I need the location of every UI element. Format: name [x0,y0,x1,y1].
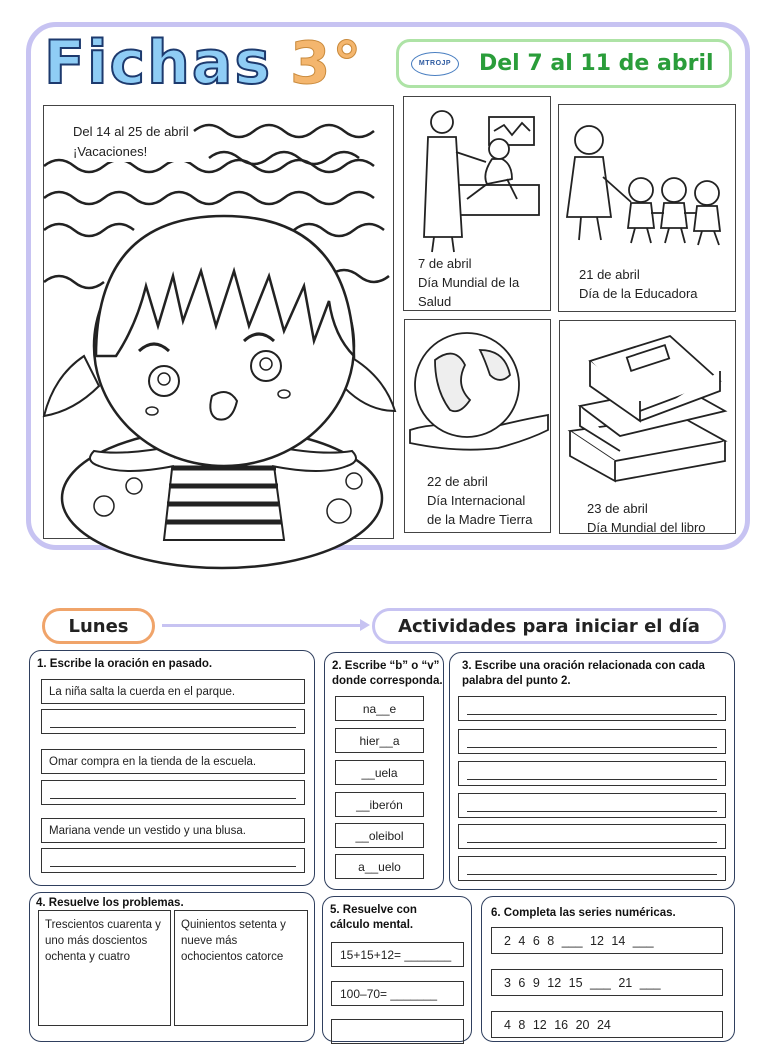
event-earth-line1: Día Internacional [427,493,526,508]
event-health-date: 7 de abril [418,256,472,271]
q1-answer-2[interactable] [41,780,305,805]
week-range: Del 7 al 11 de abril [479,51,714,76]
event-earth-date: 22 de abril [427,474,488,489]
day-label: Lunes [42,608,155,644]
q3-answer-line[interactable] [458,696,726,721]
logo-text: MTROJP [418,60,452,67]
q5-item-2[interactable]: 100–70= _______ [331,981,464,1006]
event-book-panel [559,320,736,534]
brand-title [44,28,364,98]
event-book-line1: Día Mundial del libro [587,520,706,535]
event-teacher-panel [558,104,736,312]
vacation-label: ¡Vacaciones! [73,144,148,159]
q1-title: 1. Escribe la oración en pasado. [37,658,213,670]
event-earth-line2: de la Madre Tierra [427,512,533,527]
q2-title [332,659,443,689]
brand-logo [411,52,459,76]
activities-title: Actividades para iniciar el día [372,608,726,644]
q6-box [481,896,735,1042]
q1-sentence-1-text: La niña salta la cuerda en el parque. [49,686,236,698]
q1-sentence-2 [41,749,305,774]
q6-series-1[interactable]: 2 4 6 8 ___ 12 14 ___ [491,927,723,954]
q6-series-2[interactable]: 3 6 9 12 15 ___ 21 ___ [491,969,723,996]
q6-series-3[interactable]: 4 8 12 16 20 24 [491,1011,723,1038]
q3-answer-line[interactable] [458,761,726,786]
event-health-panel [403,96,551,311]
vacation-panel [43,105,394,539]
q4-box [29,892,315,1042]
event-health-line1: Día Mundial de la [418,275,520,290]
q1-answer-3[interactable] [41,848,305,873]
q1-sentence-2-text: Omar compra en la tienda de la escuela. [49,756,257,768]
q1-answer-1[interactable] [41,709,305,734]
q1-sentence-3 [41,818,305,843]
arrow-connector [162,624,362,627]
q2-word[interactable]: a__uelo [335,854,424,879]
doctor-illustration [404,97,552,257]
q1-sentence-1 [41,679,305,704]
books-illustration [560,321,737,491]
q3-title-line2: palabra del punto 2. [462,675,571,687]
vacation-note [70,122,192,162]
q2-word[interactable]: hier__a [335,728,424,753]
q2-title-line2: donde corresponda. [332,675,443,687]
earth-hand-illustration [405,320,552,460]
grade-text: 3° [290,29,364,97]
q2-word[interactable]: __uela [335,760,424,785]
q5-title-line2: cálculo mental. [330,919,414,931]
q6-title: 6. Completa las series numéricas. [491,907,676,919]
girl-swimming-illustration [44,106,395,540]
q3-title [462,659,705,689]
event-health-line2: Salud [418,294,452,309]
q3-answer-line[interactable] [458,824,726,849]
q2-word[interactable]: na__e [335,696,424,721]
q3-title-line1: 3. Escribe una oración relacionada con cada [462,660,705,672]
q5-item-3[interactable] [331,1019,464,1044]
q3-box [449,652,735,890]
event-teacher-line1: Día de la Educadora [579,286,698,301]
q4-title: 4. Resuelve los problemas. [36,897,184,909]
q2-word[interactable]: __iberón [335,792,424,817]
event-earth-panel [404,319,551,533]
q2-box [324,652,444,890]
event-teacher-date: 21 de abril [579,267,640,282]
q3-answer-line[interactable] [458,793,726,818]
title-text: Fichas [44,28,273,98]
q3-answer-line[interactable] [458,856,726,881]
q1-box [29,650,315,886]
vacation-dates: Del 14 al 25 de abril [73,124,189,139]
teacher-children-illustration [559,105,737,255]
q2-title-line1: 2. Escribe “b” o “v” [332,660,440,672]
q4-problem-1: Trescientos cuarenta y uno más doscientos ochenta y cuatro [38,910,171,1026]
q2-word[interactable]: __oleibol [335,823,424,848]
q5-title [330,903,417,933]
q5-title-line1: 5. Resuelve con [330,904,417,916]
q5-item-1[interactable]: 15+15+12= _______ [331,942,464,967]
event-book-date: 23 de abril [587,501,648,516]
week-banner [396,39,732,88]
q4-problem-2: Quinientos setenta y nueve más ochocientos catorce [174,910,308,1026]
q1-sentence-3-text: Mariana vende un vestido y una blusa. [49,825,246,837]
q5-box [322,896,472,1042]
q3-answer-line[interactable] [458,729,726,754]
